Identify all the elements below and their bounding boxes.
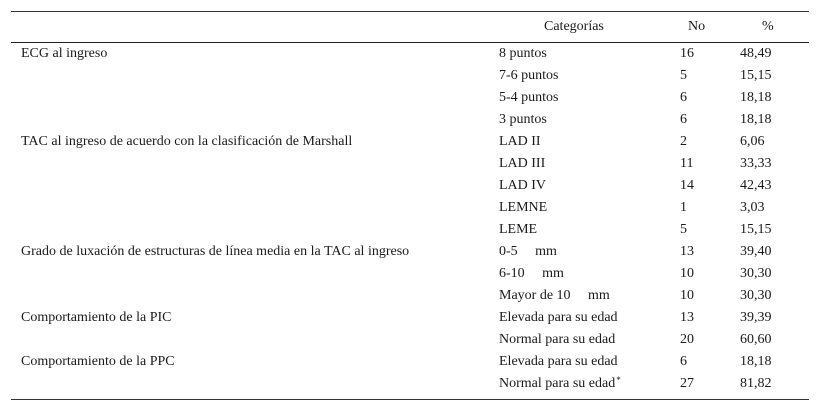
table-row bbox=[11, 307, 809, 329]
row-count: 10 bbox=[680, 266, 694, 281]
table-row bbox=[11, 153, 809, 175]
row-count: 13 bbox=[680, 244, 694, 259]
row-count: 16 bbox=[680, 46, 694, 61]
header-pct: % bbox=[762, 19, 774, 34]
table-row bbox=[11, 87, 809, 109]
row-count: 6 bbox=[680, 354, 687, 369]
row-percent: 15,15 bbox=[740, 68, 772, 83]
row-category: Normal para su edad bbox=[499, 332, 616, 347]
table-row bbox=[11, 373, 809, 395]
row-count: 27 bbox=[680, 376, 694, 391]
table-row bbox=[11, 351, 809, 373]
row-category: LAD II bbox=[499, 134, 541, 149]
table-header bbox=[11, 12, 809, 43]
row-category: LEME bbox=[499, 222, 538, 237]
row-label: Comportamiento de la PPC bbox=[21, 354, 175, 369]
row-percent: 48,49 bbox=[740, 46, 772, 61]
row-count: 6 bbox=[680, 90, 687, 105]
row-percent: 3,03 bbox=[740, 200, 765, 215]
table-row bbox=[11, 109, 809, 131]
row-count: 10 bbox=[680, 288, 694, 303]
row-category: Elevada para su edad bbox=[499, 310, 618, 325]
row-count: 20 bbox=[680, 332, 694, 347]
row-percent: 39,40 bbox=[740, 244, 772, 259]
row-count: 1 bbox=[680, 200, 687, 215]
header-categorias: Categorías bbox=[544, 19, 604, 34]
row-percent: 39,39 bbox=[740, 310, 772, 325]
row-label: Grado de luxación de estructuras de línea media en la TAC al ingreso bbox=[21, 244, 410, 259]
table-row bbox=[11, 219, 809, 241]
table-row bbox=[11, 263, 809, 285]
table-row bbox=[11, 329, 809, 351]
row-percent: 18,18 bbox=[740, 354, 772, 369]
row-count: 14 bbox=[680, 178, 694, 193]
data-table bbox=[11, 11, 809, 400]
row-label: ECG al ingreso bbox=[21, 46, 108, 61]
row-label: Comportamiento de la PIC bbox=[21, 310, 172, 325]
table-body bbox=[11, 43, 809, 395]
row-percent: 30,30 bbox=[740, 266, 772, 281]
row-percent: 81,82 bbox=[740, 376, 772, 391]
row-count: 5 bbox=[680, 222, 687, 237]
table-row bbox=[11, 197, 809, 219]
row-category: 5-4 puntos bbox=[499, 90, 559, 105]
row-category: Normal para su edad* bbox=[499, 375, 621, 391]
row-category: LAD IV bbox=[499, 178, 547, 193]
row-category: LEMNE bbox=[499, 200, 548, 215]
row-percent: 15,15 bbox=[740, 222, 772, 237]
row-category: 7-6 puntos bbox=[499, 68, 559, 83]
table-row bbox=[11, 131, 809, 153]
row-count: 6 bbox=[680, 112, 687, 127]
row-category: LAD III bbox=[499, 156, 546, 171]
row-count: 13 bbox=[680, 310, 694, 325]
row-category: Mayor de 10 mm bbox=[499, 288, 610, 303]
table-row bbox=[11, 65, 809, 87]
row-percent: 18,18 bbox=[740, 90, 772, 105]
row-category: 6-10 mm bbox=[499, 266, 564, 281]
row-percent: 18,18 bbox=[740, 112, 772, 127]
table-row bbox=[11, 175, 809, 197]
table-row bbox=[11, 285, 809, 307]
row-percent: 6,06 bbox=[740, 134, 765, 149]
table-row bbox=[11, 43, 809, 65]
row-percent: 60,60 bbox=[740, 332, 772, 347]
footnote-marker: * bbox=[616, 375, 621, 385]
row-category: 0-5 mm bbox=[499, 244, 557, 259]
row-percent: 42,43 bbox=[740, 178, 772, 193]
row-category: 3 puntos bbox=[499, 112, 547, 127]
row-count: 2 bbox=[680, 134, 687, 149]
header-no: No bbox=[688, 19, 706, 34]
row-label: TAC al ingreso de acuerdo con la clasificación de Marshall bbox=[21, 134, 353, 149]
bottom-rule bbox=[11, 399, 809, 400]
row-count: 5 bbox=[680, 68, 687, 83]
row-percent: 33,33 bbox=[740, 156, 772, 171]
table-row bbox=[11, 241, 809, 263]
row-category: Elevada para su edad bbox=[499, 354, 618, 369]
row-percent: 30,30 bbox=[740, 288, 772, 303]
row-category: 8 puntos bbox=[499, 46, 547, 61]
row-count: 11 bbox=[680, 156, 694, 171]
